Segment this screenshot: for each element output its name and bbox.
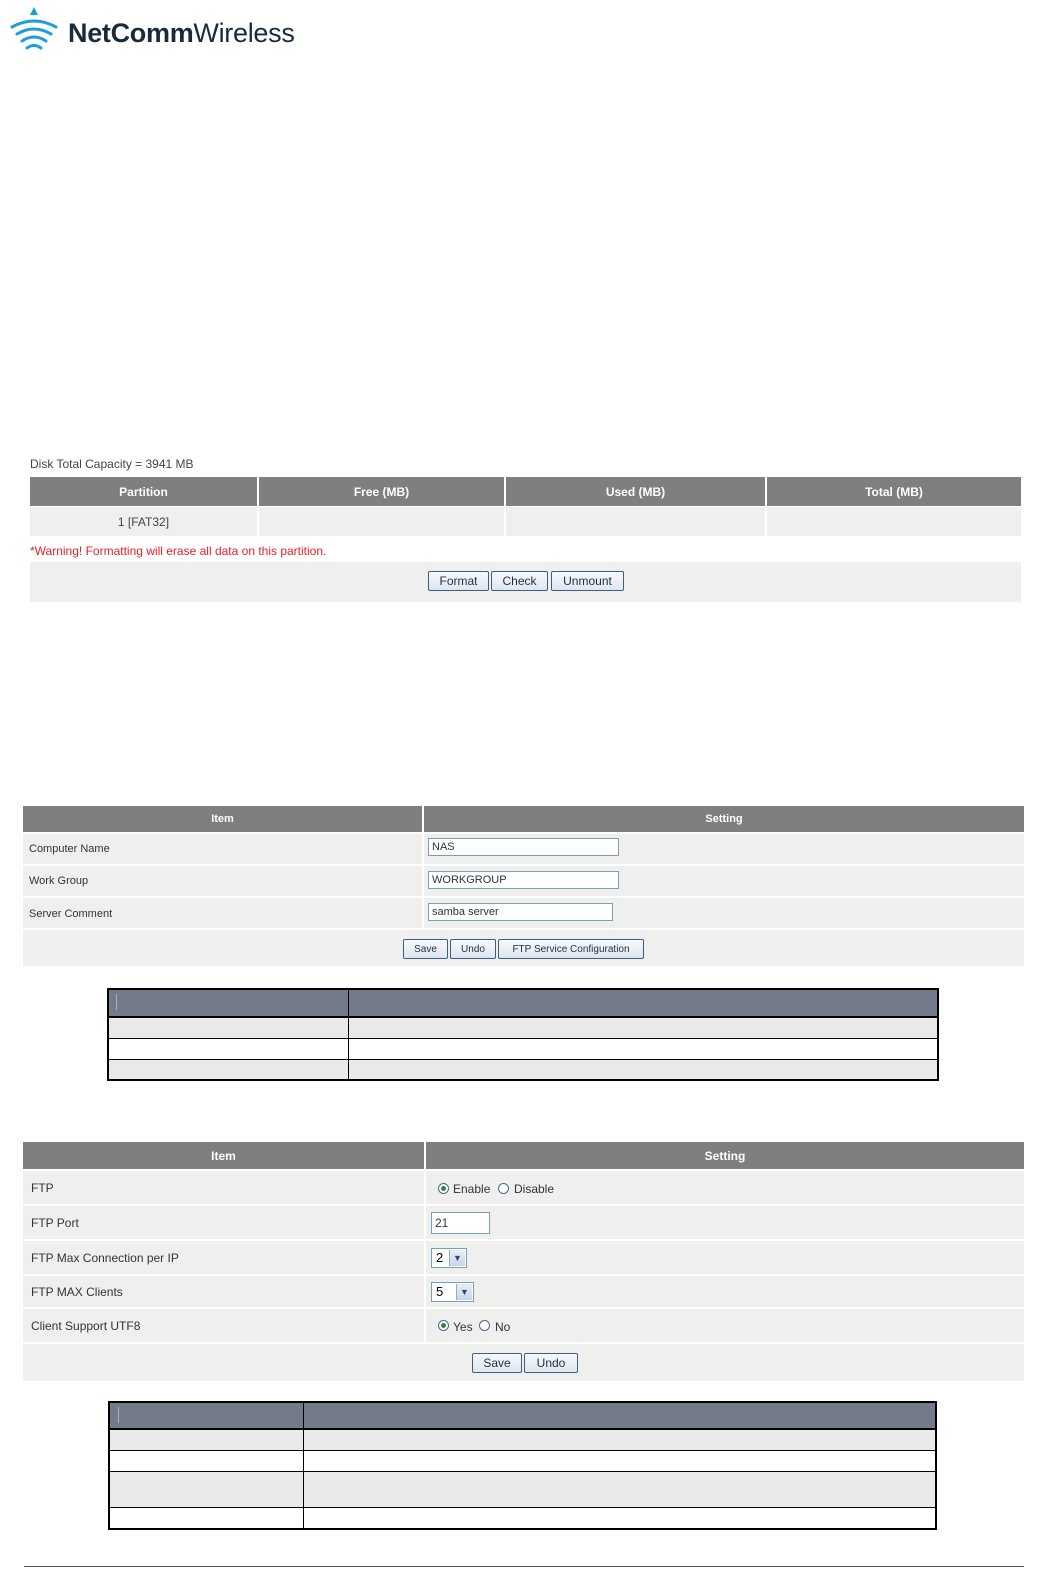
ftp-header-item: Item <box>23 1142 424 1169</box>
samba-undo-button[interactable]: Undo <box>450 939 496 959</box>
unmount-button[interactable]: Unmount <box>551 571 624 591</box>
ftp-service-configuration-button[interactable]: FTP Service Configuration <box>498 939 644 959</box>
check-button[interactable]: Check <box>491 571 548 591</box>
ftp-port-input[interactable] <box>431 1212 490 1234</box>
format-warning: *Warning! Formatting will erase all data on this partition. <box>30 544 327 558</box>
partition-name: 1 [FAT32] <box>30 507 257 536</box>
header-divider <box>116 994 117 1010</box>
samba-description-table <box>107 988 939 1081</box>
col-partition: Partition <box>30 477 257 506</box>
server-comment-label: Server Comment <box>29 908 113 920</box>
chevron-down-icon: ▼ <box>456 1284 472 1300</box>
description-table-header <box>109 990 937 1018</box>
samba-save-button[interactable]: Save <box>403 939 448 959</box>
ftp-enable-label: Enable <box>453 1182 491 1196</box>
table-row <box>110 1508 935 1528</box>
partition-row <box>30 507 1021 536</box>
column-divider <box>348 990 349 1079</box>
work-group-label: Work Group <box>29 875 89 887</box>
table-row <box>109 1039 937 1060</box>
ftp-utf8-setting-cell <box>426 1309 1024 1342</box>
partition-free <box>259 507 504 536</box>
ftp-max-clients-select[interactable] <box>431 1282 474 1302</box>
utf8-no-radio[interactable] <box>479 1320 490 1331</box>
partition-total <box>767 507 1021 536</box>
ftp-port-label-cell <box>23 1206 424 1239</box>
disk-capacity-text: Disk Total Capacity = 3941 MB <box>30 457 194 471</box>
chevron-down-icon: ▼ <box>449 1250 465 1266</box>
col-used: Used (MB) <box>506 477 765 506</box>
ftp-max-connection-label: FTP Max Connection per IP <box>31 1251 179 1265</box>
ftp-header-setting: Setting <box>426 1142 1024 1169</box>
ftp-max-clients-value: 5 <box>436 1284 444 1299</box>
utf8-yes-radio[interactable] <box>438 1320 449 1331</box>
samba-header-item: Item <box>23 806 422 832</box>
ftp-row-label-cell <box>23 1171 424 1204</box>
netcomm-logo <box>8 6 348 50</box>
utf8-yes-label: Yes <box>453 1320 473 1334</box>
samba-button-bar <box>23 930 1024 966</box>
disk-button-bar <box>30 562 1021 602</box>
ftp-label: FTP <box>31 1181 54 1195</box>
ftp-maxconn-setting-cell <box>426 1241 1024 1274</box>
table-row <box>110 1472 935 1508</box>
partition-table-header <box>30 477 1021 506</box>
table-row <box>109 1018 937 1039</box>
description-table-header <box>110 1403 935 1430</box>
work-group-input[interactable] <box>428 871 619 889</box>
ftp-description-table <box>108 1401 937 1530</box>
computer-name-label: Computer Name <box>29 843 110 855</box>
ftp-button-bar <box>23 1344 1024 1381</box>
server-comment-input[interactable] <box>428 903 613 921</box>
col-free: Free (MB) <box>259 477 504 506</box>
ftp-save-button[interactable]: Save <box>472 1353 522 1373</box>
table-row <box>110 1451 935 1472</box>
wifi-logo-icon <box>8 6 64 52</box>
column-divider <box>303 1403 304 1528</box>
brand-name: NetCommWireless <box>68 18 295 48</box>
ftp-max-connection-select[interactable] <box>431 1248 467 1268</box>
ftp-disable-label: Disable <box>514 1182 555 1196</box>
ftp-max-clients-label: FTP MAX Clients <box>31 1285 123 1299</box>
table-row <box>109 1060 937 1079</box>
table-row <box>110 1430 935 1451</box>
header-divider <box>118 1407 119 1423</box>
ftp-max-connection-value: 2 <box>436 1250 444 1265</box>
ftp-enable-radio[interactable] <box>438 1183 449 1194</box>
samba-header-setting: Setting <box>424 806 1024 832</box>
partition-used <box>506 507 765 536</box>
computer-name-input[interactable] <box>428 838 619 856</box>
ftp-port-setting-cell <box>426 1206 1024 1239</box>
client-support-utf8-label: Client Support UTF8 <box>31 1319 141 1333</box>
ftp-port-label: FTP Port <box>31 1216 79 1230</box>
ftp-maxclients-setting-cell <box>426 1276 1024 1307</box>
ftp-undo-button[interactable]: Undo <box>524 1353 578 1373</box>
format-button[interactable]: Format <box>428 571 489 591</box>
ftp-disable-radio[interactable] <box>498 1183 509 1194</box>
utf8-no-label: No <box>495 1320 511 1334</box>
footer-divider <box>24 1566 1024 1567</box>
col-total: Total (MB) <box>767 477 1021 506</box>
